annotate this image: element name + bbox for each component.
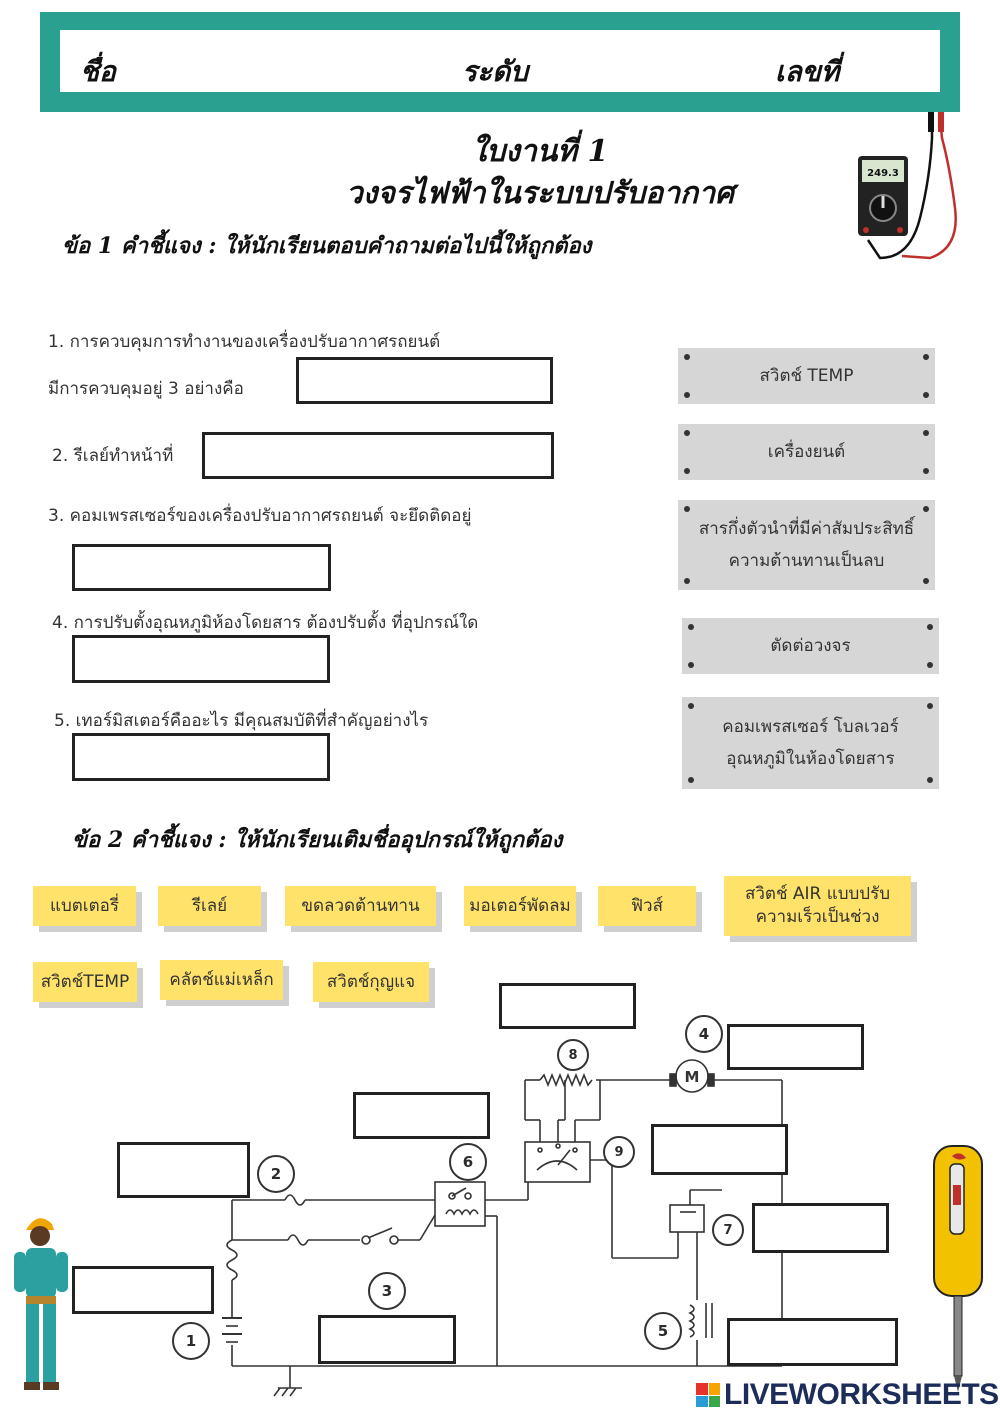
diagram-answer-box[interactable] xyxy=(499,983,636,1029)
question-1-text: 1. การควบคุมการทำงานของเครื่องปรับอากาศรถยนต์ xyxy=(48,332,441,352)
question-3-text: 3. คอมเพรสเซอร์ของเครื่องปรับอากาศรถยนต์ จะยึดติดอยู่ xyxy=(48,506,472,526)
technician-icon xyxy=(8,1208,78,1398)
diagram-answer-box[interactable] xyxy=(353,1092,490,1139)
diagram-answer-box[interactable] xyxy=(72,1266,214,1314)
diagram-answer-box[interactable] xyxy=(727,1024,864,1070)
answer-card-label: สารกึ่งตัวนำที่มีค่าสัมประสิทธิ์ xyxy=(698,518,915,539)
number-label: เลขที่ xyxy=(775,55,840,88)
voltage-tester-icon xyxy=(928,1140,988,1395)
diagram-answer-box[interactable] xyxy=(117,1142,250,1198)
word-bank-item[interactable]: สวิตช์กุญแจ xyxy=(313,962,429,1002)
diagram-answer-box[interactable] xyxy=(752,1203,889,1253)
question-4-text: 4. การปรับตั้งอุณหภูมิห้องโดยสาร ต้องปรับตั้ง ที่อุปกรณ์ใด xyxy=(52,613,479,633)
motor-symbol: M xyxy=(684,1068,700,1086)
word-bank-item[interactable]: คลัตช์แม่เหล็ก xyxy=(160,960,283,1000)
logo-mark-icon xyxy=(696,1383,720,1407)
diagram-number-5: 5 xyxy=(644,1312,682,1350)
diagram-number-6: 6 xyxy=(449,1143,487,1181)
worksheet-subtitle: วงจรไฟฟ้าในระบบปรับอากาศ xyxy=(345,176,735,211)
worksheet-title: ใบงานที่ 1 xyxy=(471,134,609,169)
logo-text: LIVEWORKSHEETS xyxy=(724,1378,999,1411)
answer-card-label: เครื่องยนต์ xyxy=(767,441,846,462)
word-bank-item[interactable]: แบตเตอรี่ xyxy=(33,886,136,926)
question-5-text: 5. เทอร์มิสเตอร์คืออะไร มีคุณสมบัติที่สำคัญอย่างไร xyxy=(54,711,429,731)
diagram-number-4: 4 xyxy=(685,1015,723,1053)
name-label: ชื่อ xyxy=(80,55,116,88)
answer-card-label: ตัดต่อวงจร xyxy=(770,635,851,656)
word-bank-item[interactable]: ขดลวดต้านทาน xyxy=(285,886,436,926)
answer-card-label: ความต้านทานเป็นลบ xyxy=(728,551,885,571)
question-1-text-cont: มีการควบคุมอยู่ 3 อย่างคือ xyxy=(48,379,244,399)
word-bank-item[interactable]: รีเลย์ xyxy=(158,886,261,926)
word-bank-item[interactable]: มอเตอร์พัดลม xyxy=(464,886,576,926)
liveworksheets-logo xyxy=(696,1378,999,1412)
level-label: ระดับ xyxy=(462,55,529,88)
word-bank-item[interactable]: สวิตช์ AIR แบบปรับ ความเร็วเป็นช่วง xyxy=(724,876,911,936)
answer-card-label: คอมเพรสเซอร์ โบลเวอร์ xyxy=(722,716,899,737)
diagram-answer-box[interactable] xyxy=(318,1315,456,1364)
diagram-number-2: 2 xyxy=(257,1155,295,1193)
diagram-number-1: 1 xyxy=(172,1322,210,1360)
diagram-answer-box[interactable] xyxy=(727,1318,898,1366)
diagram-number-9: 9 xyxy=(603,1136,635,1168)
section2-instruction: ข้อ 2 คำชี้แจง : ให้นักเรียนเติมชื่ออุปกรณ์ให้ถูกต้อง xyxy=(72,827,563,853)
section1-instruction: ข้อ 1 คำชี้แจง : ให้นักเรียนตอบคำถามต่อไปนี้ให้ถูกต้อง xyxy=(62,233,592,259)
question-2-text: 2. รีเลย์ทำหน้าที่ xyxy=(52,446,174,466)
diagram-number-3: 3 xyxy=(368,1272,406,1310)
answer-card-label: สวิตช์ TEMP xyxy=(759,365,854,386)
word-bank-item[interactable]: สวิตช์TEMP xyxy=(33,962,137,1002)
multimeter-reading: 249.3 xyxy=(867,168,899,179)
diagram-number-8: 8 xyxy=(557,1039,589,1071)
diagram-answer-box[interactable] xyxy=(651,1124,788,1175)
answer-card-label: อุณหภูมิในห้องโดยสาร xyxy=(726,749,895,769)
diagram-number-7: 7 xyxy=(712,1214,744,1246)
word-bank-item[interactable]: ฟิวส์ xyxy=(598,886,696,926)
